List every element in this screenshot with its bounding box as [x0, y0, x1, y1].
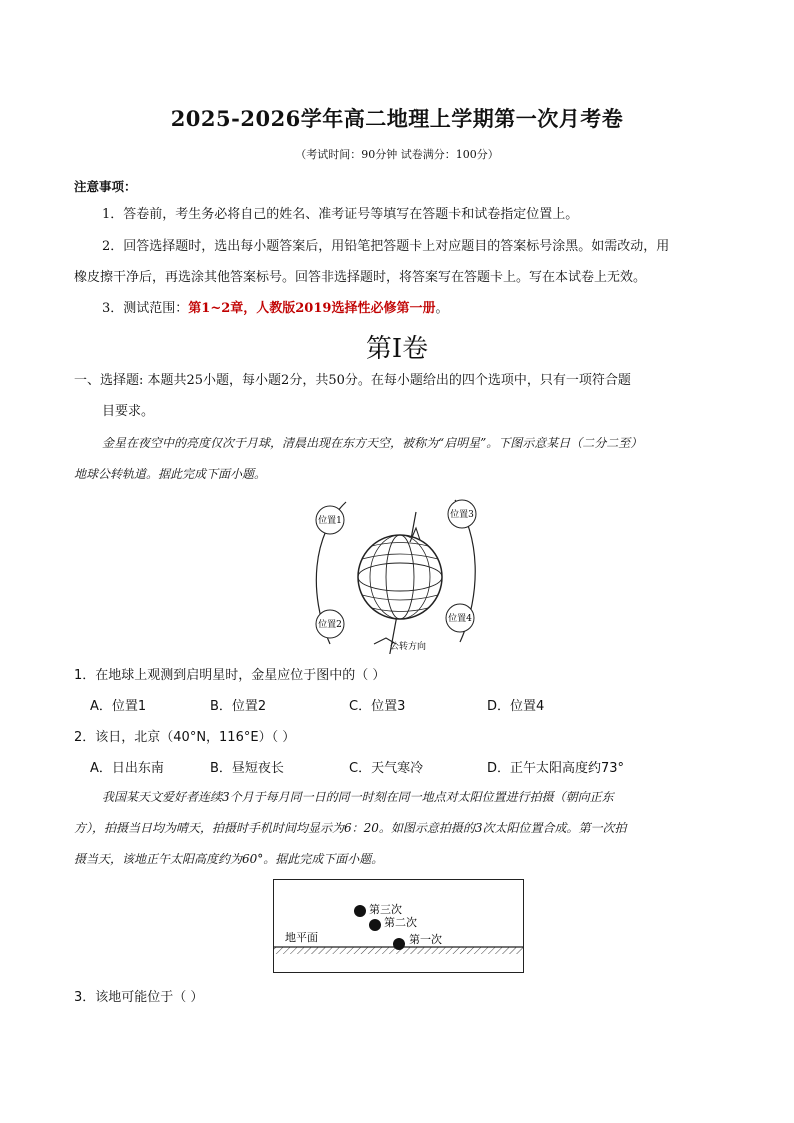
position-1-label: 位置1	[318, 516, 342, 526]
note-item-3-suffix: 。	[435, 301, 449, 316]
sun-second-label: 第二次	[384, 916, 417, 929]
sun-third	[354, 905, 366, 917]
horizon-label: 地平面	[285, 931, 318, 944]
sun-third-label: 第三次	[369, 903, 402, 916]
note-item-2-line2: 橡皮擦干净后，再选涂其他答案标号。回答非选择题时，将答案写在答题卡上。写在本试卷上无效。	[74, 270, 647, 285]
material-2-line2: 方），拍摄当日均为晴天，拍摄时手机时间均显示为6：20。如图示意拍摄的3次太阳位置合成。第一次拍	[74, 821, 627, 835]
sun-first	[393, 938, 405, 950]
question-1-option-b: B．位置2	[210, 699, 267, 714]
question-1-option-d: D．位置4	[487, 699, 545, 714]
exam-info: （考试时间：90分钟 试卷满分：100分）	[295, 148, 499, 161]
note-item-1: 1．答卷前，考生务必将自己的姓名、准考证号等填写在答题卡和试卷指定位置上。	[102, 207, 579, 222]
position-4-label: 位置4	[448, 614, 472, 624]
earth-globe	[358, 535, 442, 619]
question-3-stem: 3．该地可能位于（ ）	[74, 990, 204, 1005]
material-1-line2: 地球公转轨道。据此完成下面小题。	[74, 467, 267, 481]
material-2-line3: 摄当天，该地正午太阳高度约为60°。据此完成下面小题。	[74, 852, 384, 866]
question-2-option-b: B．昼短夜长	[210, 761, 284, 776]
position-3-label: 位置3	[450, 510, 474, 520]
section-1-line1: 一、选择题: 本题共25小题，每小题2分，共50分。在每小题给出的四个选项中，只有一项符合题	[74, 373, 631, 388]
sun-second	[369, 919, 381, 931]
sun-first-label: 第一次	[409, 933, 442, 946]
position-2-label: 位置2	[318, 620, 342, 630]
note-item-3-prefix: 3．测试范围：	[102, 301, 189, 316]
note-item-3	[102, 299, 448, 319]
test-range: 第1~2章，人教版2019选择性必修第一册	[188, 301, 436, 316]
note-item-2-line1: 2．回答选择题时，选出每小题答案后，用铅笔把答题卡上对应题目的答案标号涂黑。如需改动，用	[102, 239, 670, 254]
material-1-line1: 金星在夜空中的亮度仅次于月球，清晨出现在东方天空，被称为“启明星”。下图示意某日（二分二至）	[102, 436, 643, 450]
section-1-line2: 目要求。	[102, 404, 155, 419]
question-1-stem: 1．在地球上观测到启明星时，金星应位于图中的（ ）	[74, 668, 386, 683]
orbit-figure	[300, 494, 500, 654]
page-title: 2025-2026学年高二地理上学期第一次月考卷	[170, 106, 624, 131]
volume-heading: 第Ⅰ卷	[365, 334, 429, 364]
revolution-direction-label: 公转方向	[389, 642, 427, 652]
question-2-option-c: C．天气寒冷	[349, 761, 424, 776]
question-1-option-c: C．位置3	[349, 699, 406, 714]
material-2-line1: 我国某天文爱好者连续3个月于每月同一日的同一时刻在同一地点对太阳位置进行拍摄（朝向正东	[102, 790, 614, 804]
sun-position-figure	[273, 879, 524, 973]
question-2-stem: 2．该日，北京（40°N，116°E）（ ）	[74, 730, 296, 745]
question-2-option-a: A．日出东南	[90, 761, 164, 776]
question-2-option-d: D．正午太阳高度约73°	[487, 761, 625, 776]
question-1-option-a: A．位置1	[90, 699, 147, 714]
notes-heading: 注意事项：	[74, 179, 137, 194]
